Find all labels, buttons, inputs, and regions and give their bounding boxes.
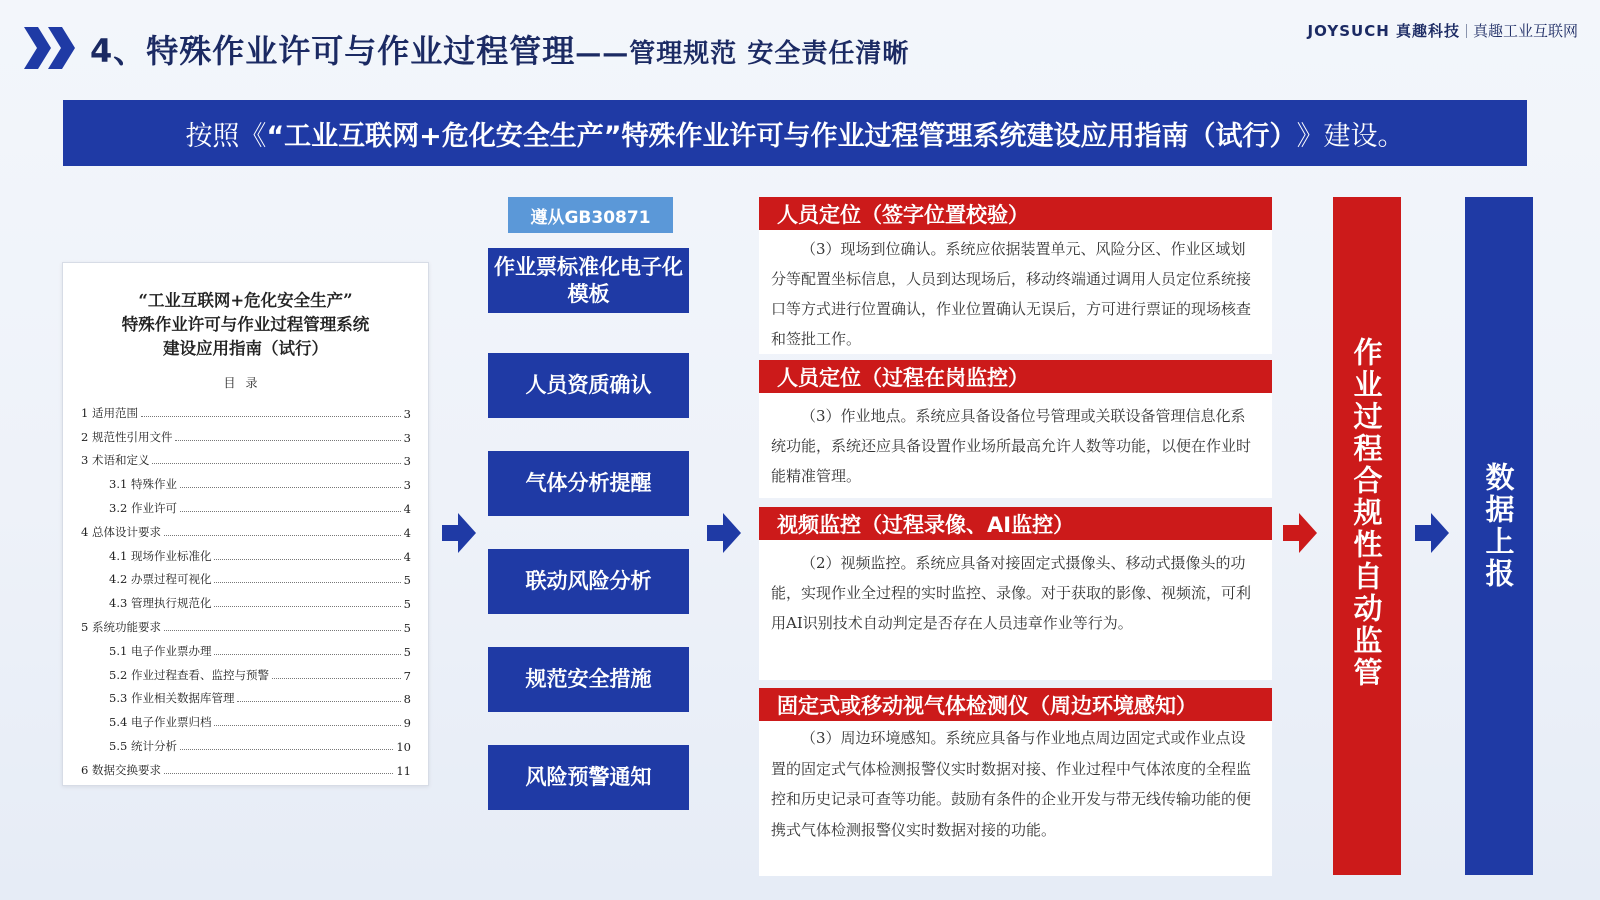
toc-item-page: 3: [403, 478, 411, 493]
section-text: （3）现场到位确认。系统应依据装置单元、风险分区、作业区域划分等配置坐标信息，人员到达现场后，移动终端通过调用人员定位系统接口等方式进行位置确认，作业位置确认无误后，方可进行票证的现场核查和签批工作。: [759, 230, 1272, 354]
toc-item: [81, 397, 411, 421]
toc-item: [81, 587, 411, 611]
mid-box-risk-warning: 风险预警通知: [488, 745, 689, 810]
document-title-line: 特殊作业许可与作业过程管理系统: [121, 315, 370, 334]
document-preview: [62, 262, 429, 786]
toc-item-label: 2 规范性引用文件: [81, 429, 173, 444]
logo-tagline: 真趣工业互联网: [1472, 22, 1578, 40]
toc-leader-dots: [214, 725, 400, 726]
toc-item-page: 5: [403, 620, 411, 635]
toc-item: [81, 516, 411, 540]
banner-prefix: 按照《: [185, 120, 267, 152]
toc-item-page: 8: [403, 692, 411, 707]
title-text: 4、特殊作业许可与作业过程管理: [90, 32, 576, 70]
toc-item-label: 5.3 作业相关数据库管理: [109, 691, 235, 706]
toc-item-label: 5.2 作业过程查看、监控与预警: [109, 667, 269, 682]
toc-leader-dots: [180, 511, 401, 512]
toc-item-page: 5: [403, 573, 411, 588]
toc-item-label: 1 适用范围: [81, 405, 138, 420]
toc-leader-dots: [141, 416, 401, 417]
toc-heading: 目录: [223, 376, 268, 390]
toc-item: [81, 540, 411, 564]
toc-item: [81, 635, 411, 659]
toc-leader-dots: [214, 606, 400, 607]
toc-leader-dots: [180, 487, 401, 488]
compliance-supervision-bar: [1333, 197, 1401, 875]
toc-item: [81, 421, 411, 445]
toc-item-label: 4.1 现场作业标准化: [109, 548, 212, 563]
banner-suffix: 》建设。: [1296, 120, 1405, 152]
toc-item-page: 4: [403, 525, 411, 540]
toc-item-page: 4: [403, 501, 411, 516]
document-title-line: “工业互联网+危化安全生产”: [138, 291, 353, 310]
toc-leader-dots: [164, 535, 401, 536]
mid-box-safety-measures: 规范安全措施: [488, 647, 689, 712]
toc-item: [81, 564, 411, 588]
toc-leader-dots: [214, 654, 400, 655]
section-title: 人员定位（过程在岗监控）: [759, 360, 1272, 393]
section-title: 人员定位（签字位置校验）: [759, 197, 1272, 230]
arrow-right-icon: [707, 513, 741, 553]
table-of-contents: [81, 397, 411, 778]
toc-item-page: 5: [403, 644, 411, 659]
toc-item: [81, 754, 411, 778]
title-subtitle: ——管理规范 安全责任清晰: [575, 39, 910, 69]
toc-leader-dots: [152, 463, 400, 464]
toc-item-label: 3.2 作业许可: [109, 500, 177, 515]
toc-item: [81, 659, 411, 683]
toc-item-label: 6 数据交换要求: [81, 762, 161, 777]
toc-item-page: 3: [403, 406, 411, 421]
mid-box-qualification: 人员资质确认: [488, 353, 689, 418]
section-text: （3）作业地点。系统应具备设备位号管理或关联设备管理信息化系统功能，系统还应具备设置作业场所最高允许人数等功能，以便在作业时能精准管理。: [759, 393, 1272, 498]
toc-item-page: 3: [403, 430, 411, 445]
toc-item: [81, 445, 411, 469]
toc-item-label: 5.5 统计分析: [109, 738, 177, 753]
toc-leader-dots: [272, 678, 401, 679]
mid-box-gas-analysis: 气体分析提醒: [488, 451, 689, 516]
toc-item-page: 10: [396, 739, 411, 754]
compliance-supervision-label: 作业过程合规性自动监管: [1349, 337, 1384, 689]
section-title: 视频监控（过程录像、AI监控）: [759, 507, 1272, 540]
toc-item-label: 4.2 办票过程可视化: [109, 572, 212, 587]
toc-leader-dots: [214, 582, 400, 583]
arrow-right-icon: [442, 513, 476, 553]
toc-item-label: 5.1 电子作业票办理: [109, 643, 212, 658]
toc-item-page: 11: [396, 763, 411, 778]
standard-label: 遵从GB30871: [508, 197, 673, 233]
toc-item: [81, 468, 411, 492]
logo-divider: [1466, 24, 1467, 38]
toc-item: [81, 611, 411, 635]
section-text: （2）视频监控。系统应具备对接固定式摄像头、移动式摄像头的功能，实现作业全过程的实时监控、录像。对于获取的影像、视频流，可利用AI识别技术自动判定是否存在人员违章作业等行为。: [759, 540, 1272, 680]
toc-item: [81, 492, 411, 516]
toc-item-page: 4: [403, 549, 411, 564]
mid-box-ticket-template: 作业票标准化电子化模板: [488, 248, 689, 313]
toc-leader-dots: [164, 630, 401, 631]
arrow-right-icon: [1283, 513, 1317, 553]
company-logo: [1308, 20, 1578, 41]
toc-leader-dots: [237, 701, 400, 702]
chevron-right-icon: [24, 27, 76, 69]
toc-item-label: 5 系统功能要求: [81, 619, 161, 634]
guideline-banner: [63, 100, 1527, 166]
toc-item-page: 7: [403, 668, 411, 683]
toc-item-label: 3 术语和定义: [81, 453, 150, 468]
logo-brand: JOYSUCH 真趣科技: [1307, 22, 1460, 40]
banner-bold: “工业互联网+危化安全生产”特殊作业许可与作业过程管理系统建设应用指南（试行）: [266, 120, 1297, 152]
toc-item: [81, 683, 411, 707]
toc-item-label: 4 总体设计要求: [81, 524, 161, 539]
document-title-line: 建设应用指南（试行）: [163, 339, 328, 358]
document-title: [63, 289, 428, 361]
toc-leader-dots: [175, 440, 400, 441]
mid-box-risk-analysis: 联动风险分析: [488, 549, 689, 614]
toc-item: [81, 730, 411, 754]
toc-item-page: 5: [403, 597, 411, 612]
toc-item-label: 5.4 电子作业票归档: [109, 715, 212, 730]
arrow-right-icon: [1415, 513, 1449, 553]
section-text: （3）周边环境感知。系统应具备与作业地点周边固定式或作业点设置的固定式气体检测报警仪实时数据对接、作业过程中气体浓度的全程监控和历史记录可查等功能。鼓励有条件的企业开发与带无线传输功能的便携式气体检测报警仪实时数据对接的功能。: [759, 721, 1272, 876]
data-report-bar: [1465, 197, 1533, 875]
toc-item-label: 3.1 特殊作业: [109, 477, 177, 492]
section-title: 固定式或移动视气体检测仪（周边环境感知）: [759, 688, 1272, 721]
toc-item-page: 3: [403, 454, 411, 469]
data-report-label: 数据上报: [1481, 462, 1516, 590]
page-title: [90, 26, 909, 72]
toc-item-page: 9: [403, 716, 411, 731]
toc-item-label: 4.3 管理执行规范化: [109, 596, 212, 611]
toc-item: [81, 706, 411, 730]
toc-leader-dots: [180, 749, 393, 750]
toc-leader-dots: [214, 559, 400, 560]
toc-leader-dots: [164, 773, 393, 774]
